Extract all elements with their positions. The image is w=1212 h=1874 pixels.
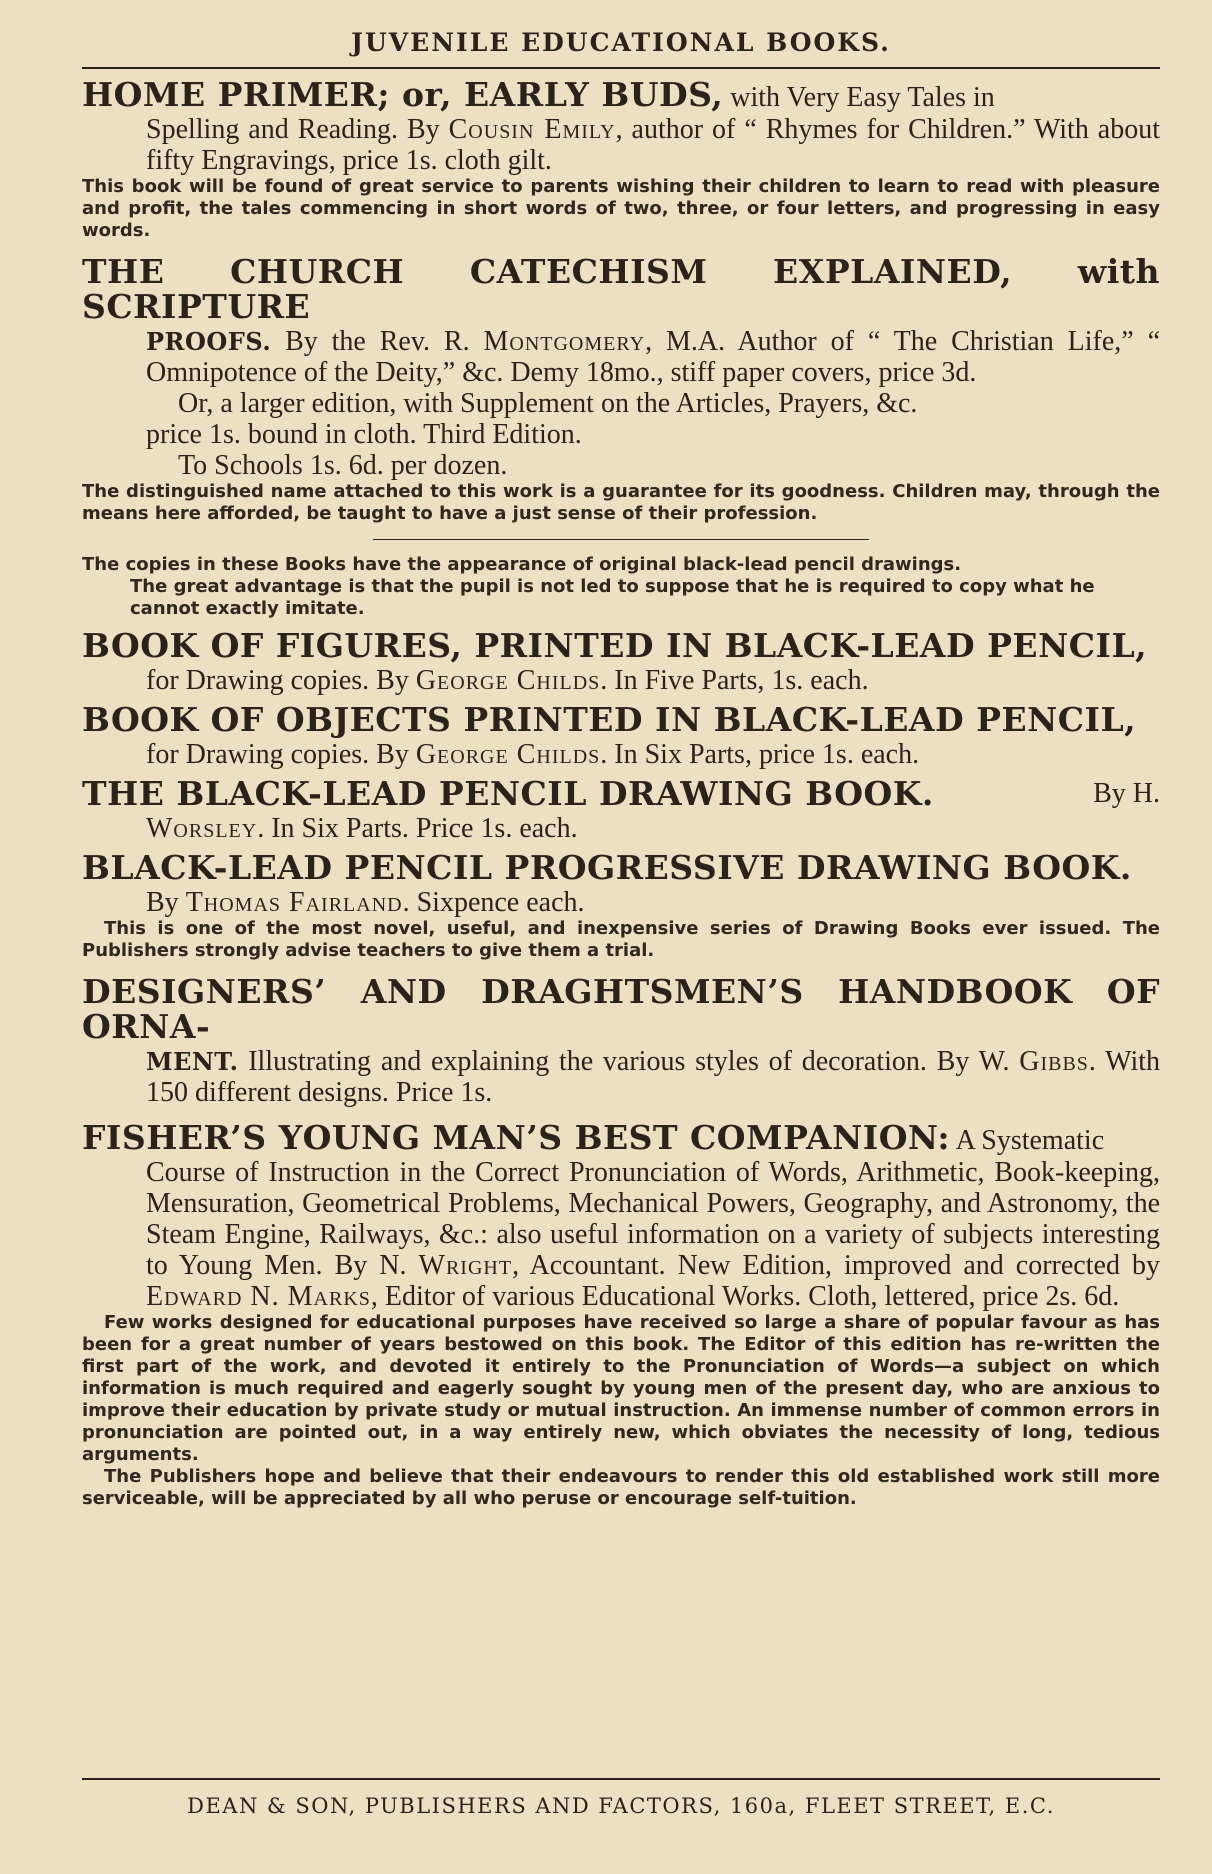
book-note: This is one of the most novel, useful, and inexpensive series of Drawing Books ever issued. The Publishers strongly advise teachers to give them a trial. [82,918,1160,961]
entry-church-catechism [82,252,1161,525]
entry-progressive-drawing-book: BLACK-LEAD PENCIL PROGRESSIVE DRAWING BOOK. By Thomas Fairland. Sixpence each. This is one of the most novel, useful, and inexpensive series of Drawing Books ever issued. The Publishers strongly advise teachers to give them a trial. [82,848,1160,961]
title-continuation: MENT. [146,1047,239,1076]
section-rule [373,539,869,540]
entry-home-primer [82,75,1160,242]
entry-book-of-objects: BOOK OF OBJECTS PRINTED IN BLACK-LEAD PENCIL, for Drawing copies. By George Childs. In Six Parts, price 1s. each. [82,700,1137,770]
price-line: price 1s. bound in cloth. Third Edition. [146,419,582,450]
author-name: Cousin Emily [448,114,616,145]
book-title: HOME PRIMER; or, EARLY BUDS, [82,75,724,114]
book-title: DESIGNERS’ AND DRAGHTSMEN’S HANDBOOK OF ORNA- [82,972,1160,1046]
book-description: Spelling and Reading. By [146,114,440,145]
author-name: Montgomery [483,326,646,357]
book-note: The distinguished name attached to this work is a guarantee for its goodness. Children may, through the means here afforded, be taught to have a just sense of their profession. [82,481,1160,524]
edition-line: Or, a larger edition, with Supplement on the Articles, Prayers, &c. [178,388,918,419]
book-title: FISHER’S YOUNG MAN’S BEST COMPANION: [82,1118,951,1157]
book-note: Few works designed for educational purposes have received so large a share of popular favour as has been for a great number of years bestowed on this book. The Editor of this edition has re-written the first part of the work, and devoted it entirely to the Pronunciation of Words—a subject on which information is much required and eagerly sought by young men of the present day, who are anxious to improve their education by private study or mutual instruction. An immense number of common errors in pronunciation are pointed out, in a way entirely new, which obviates the necessity of long, tedious arguments. [82,1312,1160,1465]
pencil-section-intro: The copies in these Books have the appearance of original black-lead pencil drawings. The great advantage is that the pupil is not led to suppose that he is required to copy what he cannot exactly imitate. [82,554,1095,619]
entry-fishers-companion: FISHER’S YOUNG MAN’S BEST COMPANION: A Systematic Course of Instruction in the Correct Pronunciation of Words, Arithmetic, Book-keeping, Mensuration, Geometrical Problems, Mechanical Powers, Geography, and Astronomy, the Steam Engine, Railways, &c.: also useful information on a variety of subjects interesting to Young Men. By N. Wright, Accountant. New Edition, improved and corrected by Edward N. Marks, Editor of various Educational Works. Cloth, lettered, price 2s. 6d. Few works designed for educational purposes have received so large a share of popular favour as has been for a great number of years bestowed on this book. The Editor of this edition has re-written the first part of the work, and devoted it entirely to the Pronunciation of Words—a subject on which information is much required and eagerly sought by young men of the present day, who are anxious to improve their education by private study or mutual instruction. An immense number of common errors in pronunciation are pointed out, in a way entirely new, which obviates the necessity of long, tedious arguments. The Publishers hope and believe that their endeavours to render this old established work still more serviceable, will be appreciated by all who peruse or encourage self-tuition. [82,1118,1160,1509]
author-name: Thomas Fairland [185,887,403,918]
publisher-imprint: DEAN & SON, PUBLISHERS AND FACTORS, 160a, FLEET STREET, E.C. [187,1794,1055,1818]
author-name: George Childs [415,665,601,696]
book-title: BLACK-LEAD PENCIL PROGRESSIVE DRAWING BOOK. [82,848,1132,887]
entry-pencil-drawing-book: THE BLACK-LEAD PENCIL DRAWING BOOK. By H. Worsley. In Six Parts. Price 1s. each. [82,774,1160,844]
footer-rule [82,1778,1160,1780]
book-description-cont: , M.A. Author of “ The Christian Life,” “ Omnipotence of the Deity,” &c. Demy 18mo., stiff paper covers, price 3d. [146,326,1161,388]
book-note: This book will be found of great service to parents wishing their children to learn to read with pleasure and profit, the tales commencing in short words of two, three, or four letters, and progressing in easy words. [82,176,1160,241]
book-description: By the Rev. R. [285,326,470,357]
author-name: Worsley [146,813,258,844]
editor-name: Edward N. Marks [146,1281,371,1312]
publishers-note: The Publishers hope and believe that their endeavours to render this old established work still more serviceable, will be appreciated by all who peruse or encourage self-tuition. [82,1466,1160,1509]
author-name: George Childs [415,739,601,770]
running-head: JUVENILE EDUCATIONAL BOOKS. [351,28,891,57]
book-description-cont: , author of “ Rhymes for Children.” With about fifty Engravings, price 1s. cloth gilt. [146,114,1160,176]
entry-book-of-figures: BOOK OF FIGURES, PRINTED IN BLACK-LEAD PENCIL, for Drawing copies. By George Childs. In Five Parts, 1s. each. [82,626,1148,696]
book-title: BOOK OF OBJECTS PRINTED IN BLACK-LEAD PENCIL, [82,700,1137,739]
title-tail: A Systematic [955,1125,1105,1156]
schools-price-line: To Schools 1s. 6d. per dozen. [178,450,508,481]
header-rule [82,67,1160,69]
title-continuation: PROOFS. [146,327,272,356]
book-title: THE CHURCH CATECHISM EXPLAINED, with SCRIPTURE [82,252,1160,326]
book-title: BOOK OF FIGURES, PRINTED IN BLACK-LEAD PENCIL, [82,626,1148,665]
title-tail: By H. [1093,778,1160,809]
author-name: Wright [418,1250,513,1281]
author-name: Gibbs [1019,1046,1089,1077]
book-title: THE BLACK-LEAD PENCIL DRAWING BOOK. [82,774,934,813]
title-tail: with Very Easy Tales in [730,82,995,113]
entry-designers-handbook: DESIGNERS’ AND DRAGHTSMEN’S HANDBOOK OF ORNA- MENT. Illustrating and explaining the various styles of decoration. By W. Gibbs. With 150 different designs. Price 1s. [82,972,1161,1108]
